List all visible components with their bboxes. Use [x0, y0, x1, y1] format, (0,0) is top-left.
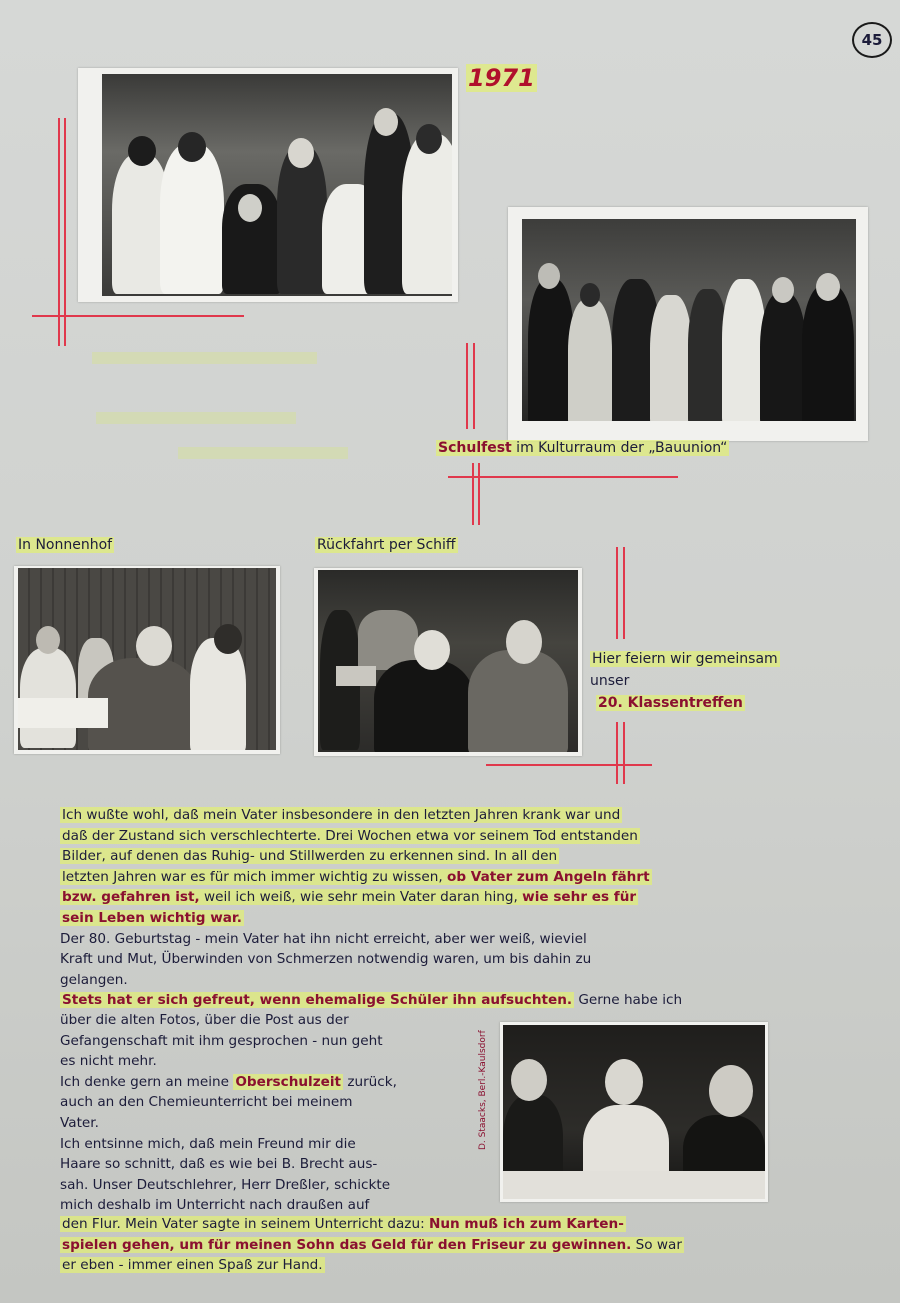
- text-line: es nicht mehr.: [60, 1053, 157, 1070]
- caption-schulfest-emph: Schulfest: [438, 440, 512, 456]
- text-line: Vater.: [60, 1114, 99, 1131]
- photo-schiff: [314, 568, 582, 756]
- text-line: über die alten Fotos, über die Post aus der: [60, 1012, 349, 1028]
- caption-klassentreffen: [590, 648, 780, 714]
- text-line: mich deshalb im Unterricht nach draußen auf: [60, 1197, 370, 1214]
- photo-credit: D. Staacks, Berl.-Kaulsdorf: [478, 1030, 488, 1150]
- caption-treffen-emph: 20. Klassentreffen: [598, 695, 743, 711]
- text-line-emph: ob Vater zum Angeln fährt: [446, 868, 650, 885]
- crop-mark: [32, 315, 244, 317]
- caption-treffen-line1: Hier feiern wir gemeinsam: [592, 651, 778, 667]
- crop-mark: [448, 476, 678, 478]
- text-line-emph: bzw. gefahren ist,: [62, 889, 200, 906]
- text-line-emph: Nun muß ich zum Karten-: [428, 1216, 624, 1232]
- text-line: Kraft und Mut, Überwinden von Schmerzen notwendig waren, um bis dahin zu: [60, 951, 592, 968]
- caption-rueckfahrt-text: Rückfahrt per Schiff: [317, 537, 456, 553]
- caption-nonnenhof: [16, 537, 114, 553]
- handwritten-narrow-column: [60, 1010, 480, 1216]
- text-line: Ich denke gern an meine: [60, 1073, 234, 1090]
- photo-group-dancehall: [78, 68, 458, 302]
- caption-nonnenhof-text: In Nonnenhof: [18, 537, 113, 553]
- text-line: Ich entsinne mich, daß mein Freund mir die: [60, 1135, 356, 1152]
- text-line: Haare so schnitt, daß es wie bei B. Brecht aus-: [60, 1156, 378, 1173]
- caption-schulfest-text: im Kulturraum der „Bauunion“: [511, 440, 728, 456]
- text-line: letzten Jahren war es für mich immer wichtig zu wissen,: [62, 868, 447, 885]
- crop-mark: [64, 118, 66, 346]
- text-line-emph: wie sehr es für: [522, 889, 637, 906]
- handwritten-closing: [60, 1214, 820, 1276]
- text-line-emph: spielen gehen, um für meinen Sohn das Geld für den Friseur zu gewinnen.: [62, 1236, 632, 1253]
- caption-rueckfahrt: [315, 537, 458, 553]
- text-line: Bilder, auf denen das Ruhig- und Stillwerden zu erkennen sind. In all den: [62, 848, 558, 865]
- text-line: weil ich weiß, wie sehr mein Vater daran hing,: [199, 889, 523, 906]
- text-line-emph: Oberschulzeit: [235, 1073, 341, 1090]
- page-number: 45: [852, 22, 892, 58]
- text-line: den Flur. Mein Vater sagte in seinem Unterricht dazu:: [62, 1216, 429, 1232]
- text-line: daß der Zustand sich verschlechterte. Drei Wochen etwa vor seinem Tod entstanden: [62, 827, 638, 844]
- crop-mark: [473, 343, 475, 429]
- crop-mark: [486, 764, 652, 766]
- text-line: gelangen.: [60, 971, 128, 988]
- crop-mark: [466, 343, 468, 429]
- text-line: Der 80. Geburtstag - mein Vater hat ihn nicht erreicht, aber wer weiß, wieviel: [60, 930, 587, 947]
- text-line: Gerne habe ich: [574, 992, 683, 1009]
- crop-mark: [58, 118, 60, 346]
- handwritten-paragraphs: [60, 805, 800, 1011]
- year-label: [466, 64, 537, 92]
- text-line: So war: [631, 1236, 682, 1253]
- text-line-emph: sein Leben wichtig war.: [62, 909, 242, 926]
- caption-treffen-line2: unser: [590, 673, 630, 689]
- photo-nonnenhof: [14, 566, 280, 754]
- crop-mark: [616, 722, 618, 784]
- crop-mark: [623, 547, 625, 639]
- year-text: 1971: [468, 64, 535, 92]
- crop-mark: [478, 463, 480, 525]
- text-line: sah. Unser Deutschlehrer, Herr Dreßler, schickte: [60, 1176, 391, 1193]
- text-line: er eben - immer einen Spaß zur Hand.: [62, 1257, 323, 1274]
- text-line: Gefangenschaft mit ihm gesprochen - nun geht: [60, 1032, 383, 1049]
- photo-schulfest: [508, 207, 868, 441]
- photo-father-table: [500, 1022, 768, 1202]
- text-line: Ich wußte wohl, daß mein Vater insbesondere in den letzten Jahren krank war und: [62, 807, 621, 823]
- text-line: zurück,: [343, 1073, 397, 1090]
- crop-mark: [616, 547, 618, 639]
- text-line-emph: Stets hat er sich gefreut, wenn ehemalige Schüler ihn aufsuchten.: [62, 992, 573, 1009]
- crop-mark: [623, 722, 625, 784]
- crop-mark: [472, 463, 474, 525]
- text-line: auch an den Chemieunterricht bei meinem: [60, 1094, 353, 1111]
- caption-schulfest: [436, 440, 729, 456]
